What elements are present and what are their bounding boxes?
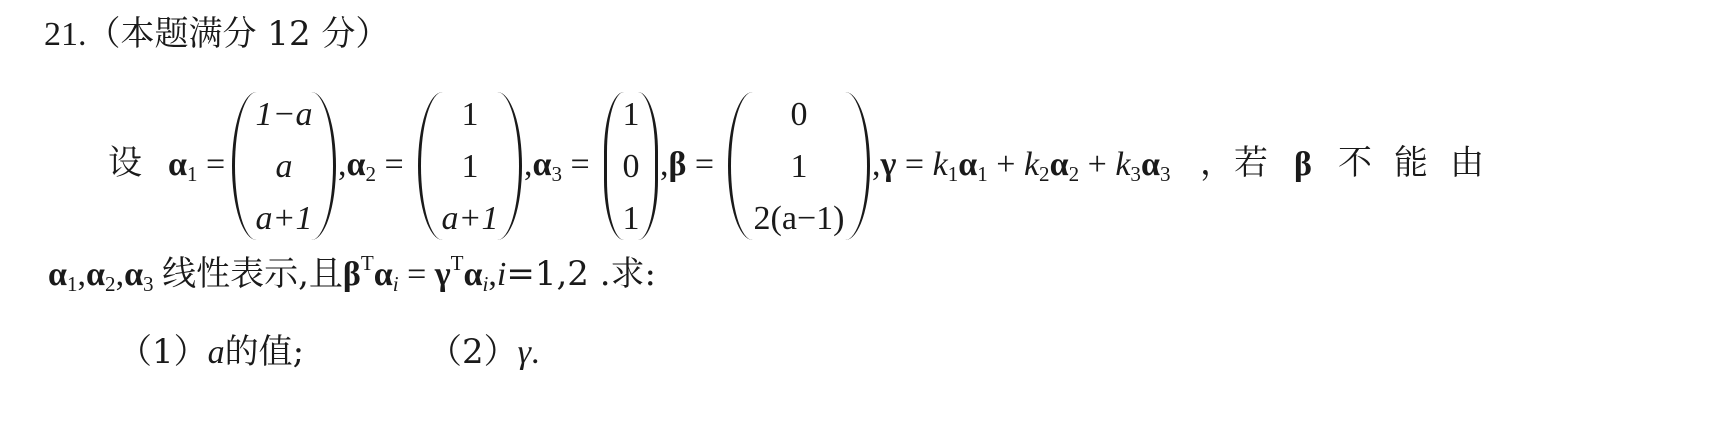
question-2 bbox=[428, 332, 540, 373]
transpose-mark: T bbox=[360, 250, 374, 275]
lead-she: 设 bbox=[108, 143, 142, 183]
matrix-cell: a+1 bbox=[441, 200, 499, 237]
comma: , bbox=[660, 146, 669, 183]
comma: , bbox=[338, 146, 347, 183]
alpha-symbol: α bbox=[958, 146, 978, 183]
subscript: 3 bbox=[1130, 161, 1141, 186]
subscript: 2 bbox=[105, 271, 116, 296]
matrix-cell: 1−a bbox=[255, 96, 313, 133]
comma: , bbox=[115, 256, 125, 293]
q2-number: （2） bbox=[428, 332, 518, 372]
equals-sign: = bbox=[384, 146, 404, 183]
matrix-cell: 2(a−1) bbox=[753, 200, 845, 237]
alpha-symbol: α bbox=[168, 146, 187, 183]
q1-text: 的值; bbox=[224, 332, 305, 372]
subscript: 3 bbox=[143, 271, 154, 296]
alpha3-label bbox=[524, 146, 590, 184]
matrix-alpha1 bbox=[232, 92, 336, 240]
question-1 bbox=[118, 332, 304, 373]
subscript: 3 bbox=[1159, 161, 1171, 186]
alpha-symbol: α bbox=[86, 256, 106, 293]
alpha-symbol: α bbox=[1140, 146, 1160, 183]
alpha-symbol: α bbox=[463, 256, 483, 293]
equals-sign: = bbox=[694, 146, 715, 183]
matrix-cell: a bbox=[275, 148, 293, 185]
matrix-cell: 1 bbox=[790, 148, 808, 185]
linear-text: 线性表示,且 bbox=[162, 254, 343, 294]
alpha-symbol: α bbox=[1049, 146, 1069, 183]
beta-symbol: β bbox=[342, 256, 361, 293]
q1-number: （1） bbox=[118, 332, 208, 372]
matrix-cell: 0 bbox=[622, 148, 640, 185]
problem-header bbox=[44, 14, 389, 55]
beta-symbol: β bbox=[668, 146, 687, 183]
condition-you: 由 bbox=[1450, 143, 1484, 183]
matrix-cell: a+1 bbox=[255, 200, 313, 237]
comma: , bbox=[77, 256, 87, 293]
equals-sign: = bbox=[407, 256, 427, 293]
line2 bbox=[48, 250, 656, 296]
alpha-symbol: α bbox=[373, 256, 393, 293]
alpha2-label bbox=[338, 146, 404, 184]
alpha-symbol: α bbox=[346, 146, 366, 183]
condition-neng: 能 bbox=[1394, 143, 1428, 183]
alpha-symbol: α bbox=[124, 256, 144, 293]
matrix-beta bbox=[728, 92, 870, 240]
matrix-cell: 1 bbox=[622, 96, 640, 133]
comma: , bbox=[524, 146, 533, 183]
plus-sign: + bbox=[996, 146, 1016, 183]
subscript: 3 bbox=[551, 161, 563, 186]
matrix-alpha2 bbox=[418, 92, 522, 240]
q1-variable: a bbox=[207, 334, 225, 371]
subscript-i: i bbox=[482, 271, 489, 296]
equals-sign: = bbox=[206, 146, 226, 183]
matrix-alpha3 bbox=[604, 92, 658, 240]
coefficient-k: k bbox=[932, 146, 948, 183]
matrix-cell: 1 bbox=[461, 96, 479, 133]
subscript: 1 bbox=[947, 161, 959, 186]
equals-sign: = bbox=[904, 146, 925, 183]
subscript: 2 bbox=[365, 161, 377, 186]
subscript: 1 bbox=[66, 271, 78, 296]
comma: , bbox=[488, 256, 497, 293]
alpha-symbol: α bbox=[48, 256, 67, 293]
beta-label bbox=[660, 146, 714, 184]
matrix-cell: 0 bbox=[790, 96, 808, 133]
problem-number: 21. bbox=[44, 16, 87, 53]
coefficient-k: k bbox=[1115, 146, 1131, 183]
equals-sign: = bbox=[570, 146, 590, 183]
q2-variable: γ bbox=[517, 334, 532, 371]
tail-text: =1,2 .求: bbox=[506, 254, 656, 294]
condition-bu: 不 bbox=[1338, 143, 1372, 183]
comma: , bbox=[872, 146, 881, 183]
q2-end: . bbox=[531, 334, 540, 371]
matrix-cell: 1 bbox=[461, 148, 479, 185]
subscript-i: i bbox=[392, 271, 399, 296]
subscript: 2 bbox=[1039, 161, 1050, 186]
subscript: 2 bbox=[1068, 161, 1080, 186]
beta-symbol: β bbox=[1294, 146, 1312, 183]
gamma-symbol: γ bbox=[434, 256, 451, 293]
matrix-cell: 1 bbox=[622, 200, 640, 237]
condition-ruo: ，若 bbox=[1200, 143, 1268, 183]
subscript: 1 bbox=[977, 161, 988, 186]
plus-sign: + bbox=[1087, 146, 1107, 183]
gamma-definition bbox=[872, 146, 1170, 184]
alpha-symbol: α bbox=[532, 146, 552, 183]
subscript: 1 bbox=[186, 161, 198, 186]
score-note: （本题满分 12 分） bbox=[86, 14, 390, 54]
index-i: i bbox=[496, 256, 507, 293]
coefficient-k: k bbox=[1023, 146, 1040, 183]
transpose-mark: T bbox=[450, 250, 464, 275]
alpha1-label bbox=[168, 146, 225, 184]
gamma-symbol: γ bbox=[880, 146, 897, 183]
